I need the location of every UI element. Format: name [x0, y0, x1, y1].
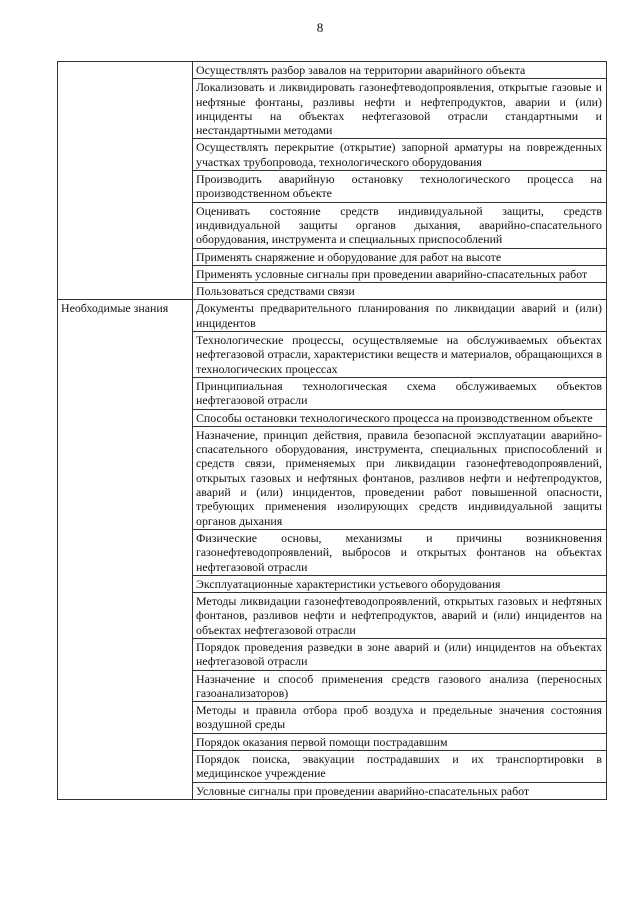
- table-cell: Физические основы, механизмы и причины возникновения газонефтеводопроявлений, выбросов и открытых фонтанов на объектах нефтегазовой отрасли: [193, 529, 607, 575]
- table-cell: Применять условные сигналы при проведении аварийно-спасательных работ: [193, 265, 607, 282]
- page-number: 8: [316, 20, 324, 35]
- table-row: [58, 62, 607, 79]
- table-cell: Производить аварийную остановку технологического процесса на производственном объекте: [193, 171, 607, 203]
- knowledge-label-cell: [58, 300, 193, 800]
- table-cell: Назначение, принцип действия, правила безопасной эксплуатации аварийно-спасательного оборудования, инструмента, специальных приспособлений и средств связи, применяемых при ликвидации газонефтеводопроявлений, открытых газовых и нефтяных фонтанов, разливов нефти и нефтепродуктов, аварий и (или) инцидентов, проведении работ повышенной опасности, требующих применения изолирующих средств индивидуальной защиты органов дыхания: [193, 426, 607, 529]
- table-cell: Документы предварительного планирования по ликвидации аварий и (или) инцидентов: [193, 300, 607, 332]
- table-cell: Осуществлять перекрытие (открытие) запорной арматуры на поврежденных участках трубопровода, технологического оборудования: [193, 139, 607, 171]
- table-cell: Эксплуатационные характеристики устьевого оборудования: [193, 575, 607, 592]
- table-cell: Порядок проведения разведки в зоне аварий и (или) инцидентов на объектах нефтегазовой отрасли: [193, 638, 607, 670]
- table-cell: Пользоваться средствами связи: [193, 283, 607, 300]
- table-cell: Способы остановки технологического процесса на производственном объекте: [193, 409, 607, 426]
- table-cell: Условные сигналы при проведении аварийно-спасательных работ: [193, 782, 607, 799]
- continued-label-cell: [58, 62, 193, 300]
- table-cell: Оценивать состояние средств индивидуальной защиты, средств индивидуальной защиты органов дыхания, аварийно-спасательного оборудования, инструмента и специальных приспособлений: [193, 202, 607, 248]
- requirements-table: [57, 61, 607, 800]
- table-cell: Методы ликвидации газонефтеводопроявлений, открытых газовых и нефтяных фонтанов, разливов нефти и нефтепродуктов, аварий и (или) инцидентов на объектах нефтегазовой отрасли: [193, 593, 607, 639]
- table-cell: Технологические процессы, осуществляемые на обслуживаемых объектах нефтегазовой отрасли, характеристики веществ и материалов, обращающихся в технологических процессах: [193, 332, 607, 378]
- table-cell: Локализовать и ликвидировать газонефтеводопроявления, открытые газовые и нефтяные фонтаны, разливы нефти и нефтепродуктов, аварии и (или) инциденты на объектах нефтегазовой отрасли стандартными и нестандартными методами: [193, 79, 607, 139]
- table-cell: Методы и правила отбора проб воздуха и предельные значения состояния воздушной среды: [193, 702, 607, 734]
- table-cell: Назначение и способ применения средств газового анализа (переносных газоанализаторов): [193, 670, 607, 702]
- table-cell: Порядок поиска, эвакуации пострадавших и их транспортировки в медицинское учреждение: [193, 751, 607, 783]
- table-cell: Принципиальная технологическая схема обслуживаемых объектов нефтегазовой отрасли: [193, 377, 607, 409]
- table-cell: Порядок оказания первой помощи пострадавшим: [193, 733, 607, 750]
- table-cell: Применять снаряжение и оборудование для работ на высоте: [193, 248, 607, 265]
- table-cell: Осуществлять разбор завалов на территории аварийного объекта: [193, 62, 607, 79]
- knowledge-label: Необходимые знания: [61, 301, 169, 316]
- table-row: [58, 300, 607, 332]
